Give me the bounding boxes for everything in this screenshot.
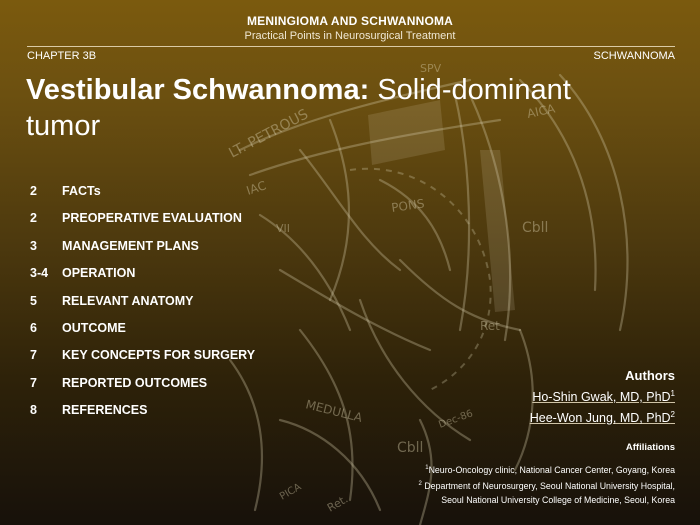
- affiliation-line: [419, 477, 675, 493]
- toc-page: 5: [30, 293, 37, 308]
- authors-block: [530, 368, 675, 427]
- affiliation-line: [419, 493, 675, 507]
- toc-page: 2: [30, 184, 37, 198]
- toc-page: 8: [30, 403, 37, 418]
- toc-label: REFERENCES: [62, 403, 148, 418]
- toc-label: REPORTED OUTCOMES: [62, 375, 208, 390]
- affiliations-block: [419, 442, 675, 507]
- series-subtitle: Practical Points in Neurosurgical Treatment: [244, 30, 456, 42]
- author-affiliation-mark: 2: [670, 410, 675, 420]
- title-bold: Vestibular Schwannoma:: [26, 74, 370, 106]
- sketch-label-vii: VII: [276, 222, 291, 235]
- sketch-label-spv: SPV: [420, 62, 442, 75]
- sketch-label-cbll-lower: Cbll: [397, 440, 424, 456]
- toc-label: FACTs: [62, 184, 101, 198]
- toc-page: 2: [30, 211, 37, 226]
- affiliation-mark: 2: [418, 480, 422, 487]
- sketch-label-ret: Ret: [480, 319, 500, 333]
- sketch-label-aica: AICA: [525, 101, 557, 121]
- toc-page: 7: [30, 348, 37, 363]
- chapter-label: CHAPTER 3B: [27, 50, 97, 62]
- sketch-label-pons: PONS: [390, 196, 426, 215]
- title-normal: Solid-dominant tumor: [26, 74, 571, 142]
- section-label: SCHWANNOMA: [593, 50, 675, 62]
- page-title: [26, 72, 646, 144]
- toc-page: 3: [30, 238, 37, 253]
- author-name: Hee-Won Jung, MD, PhD: [529, 411, 671, 426]
- series-title: MENINGIOMA AND SCHWANNOMA: [246, 14, 454, 28]
- header-divider: [27, 46, 675, 47]
- toc-label: PREOPERATIVE EVALUATION: [62, 211, 242, 226]
- author-name: Ho-Shin Gwak, MD, PhD: [532, 390, 671, 405]
- toc-label: MANAGEMENT PLANS: [62, 238, 199, 253]
- toc-page: 3-4: [30, 266, 49, 281]
- toc-label: RELEVANT ANATOMY: [62, 293, 194, 308]
- affiliation-text: Seoul National University College of Medicine, Seoul, Korea: [441, 494, 675, 505]
- sketch-label-iac: IAC: [244, 178, 268, 198]
- author-affiliation-mark: 1: [670, 389, 675, 398]
- sketch-label-cbll-upper: Cbll: [522, 220, 549, 236]
- sketch-label-medulla: MEDULLA: [304, 397, 364, 425]
- affiliation-text: Department of Neurosurgery, Seoul National University Hospital,: [424, 480, 675, 491]
- toc-page: 6: [30, 320, 37, 335]
- affiliation-mark: 1: [425, 465, 429, 471]
- toc-label: OPERATION: [62, 266, 136, 281]
- toc-label: KEY CONCEPTS FOR SURGERY: [62, 348, 256, 363]
- authors-heading: Authors: [625, 368, 675, 383]
- affiliation-text: Neuro-Oncology clinic, National Cancer Center, Goyang, Korea: [428, 464, 675, 475]
- series-header: [0, 14, 700, 42]
- affiliation-line: [419, 461, 675, 477]
- sketch-signature-date: Dec-86: [437, 408, 475, 431]
- author-link[interactable]: [530, 406, 675, 427]
- author-link[interactable]: [530, 385, 675, 406]
- sketch-label-pica: PICA: [278, 481, 304, 503]
- toc-label: OUTCOME: [62, 320, 126, 335]
- sketch-label-ret-lower: Ret.: [325, 492, 351, 515]
- toc-page: 7: [30, 375, 37, 390]
- affiliations-heading: Affiliations: [625, 442, 675, 453]
- sketch-label-lt-petrous: LT. PETROUS: [226, 106, 312, 162]
